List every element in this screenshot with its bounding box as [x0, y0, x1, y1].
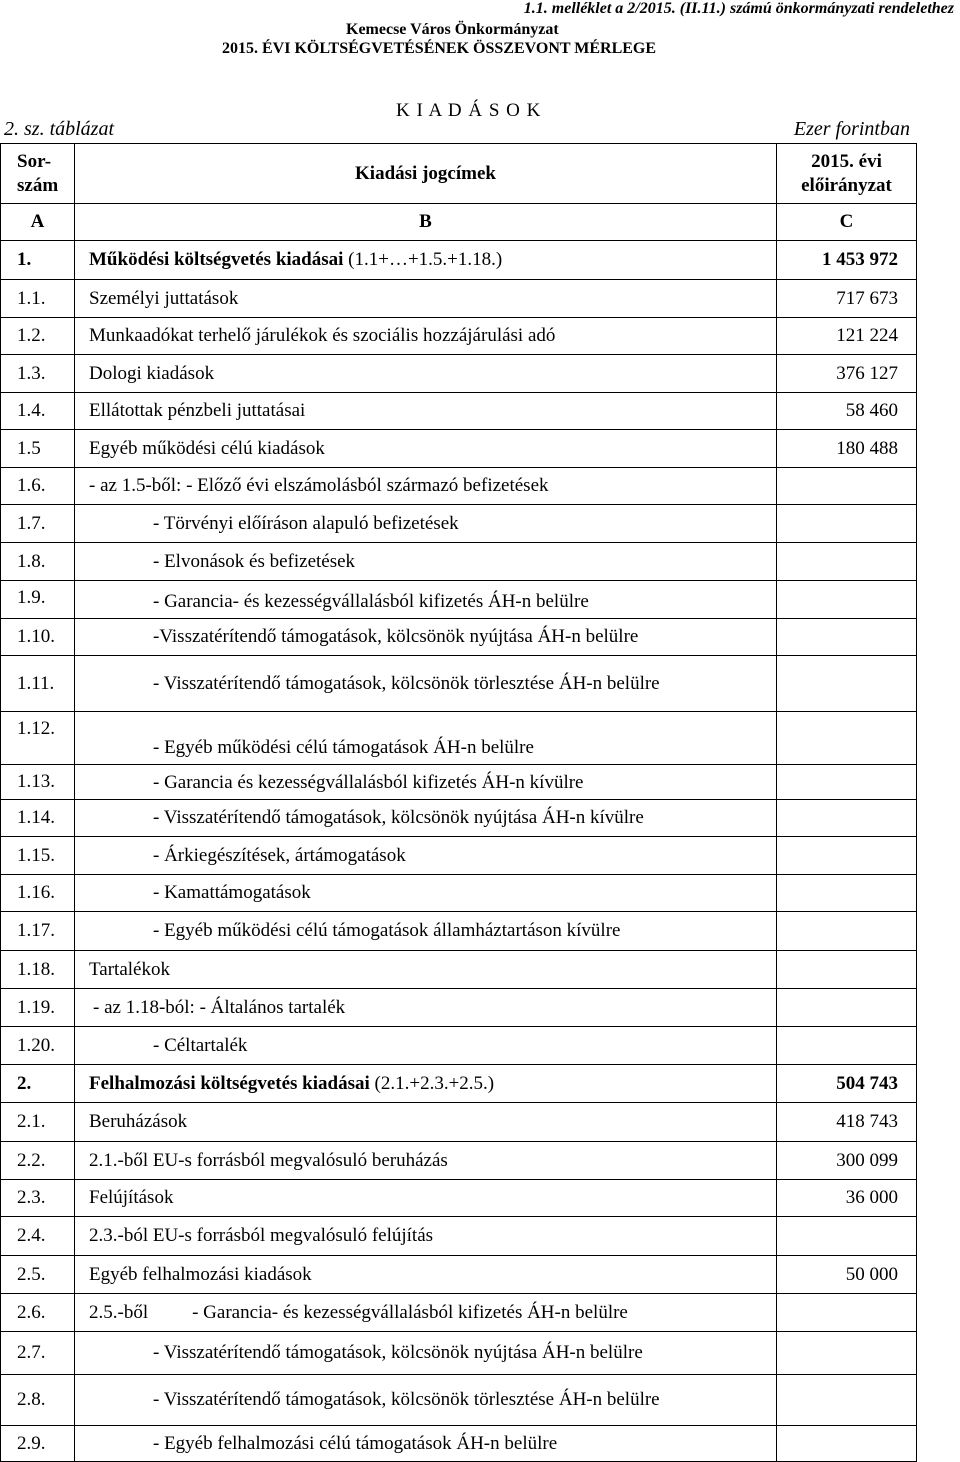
row-amount — [777, 875, 917, 912]
table-row — [1, 1426, 917, 1462]
row-number: 1.11. — [1, 656, 75, 712]
row-amount: 36 000 — [777, 1180, 917, 1217]
table-row — [1, 656, 917, 712]
row-number: 1.15. — [1, 837, 75, 875]
row-label-cell — [75, 505, 777, 543]
row-label: - Egyéb működési célú támogatások államháztartáson kívülre — [153, 920, 621, 941]
table-row — [1, 505, 917, 543]
table-row — [1, 1217, 917, 1256]
table-row — [1, 912, 917, 951]
row-number: 1. — [1, 241, 75, 280]
row-number: 1.4. — [1, 393, 75, 430]
row-number: 2.7. — [1, 1332, 75, 1375]
row-amount: 1 453 972 — [777, 241, 917, 280]
row-label: - Visszatérítendő támogatások, kölcsönök törlesztése ÁH-n belülre — [153, 672, 660, 694]
col-a-header: Sor- szám — [1, 144, 75, 204]
table-row — [1, 765, 917, 800]
row-label: Tartalékok — [89, 958, 170, 980]
table-number: 2. sz. táblázat — [4, 118, 115, 140]
row-amount — [777, 1426, 917, 1462]
row-number: 1.7. — [1, 505, 75, 543]
row-number: 1.19. — [1, 989, 75, 1027]
row-label: - Törvényi előíráson alapuló befizetések — [153, 512, 459, 534]
table-row — [1, 241, 917, 280]
col-b-header: Kiadási jogcímek — [75, 144, 777, 204]
col-a-code: A — [1, 204, 75, 241]
row-amount — [777, 1027, 917, 1065]
row-label: Személyi juttatások — [89, 287, 239, 309]
row-number: 1.20. — [1, 1027, 75, 1065]
row-amount: 717 673 — [777, 280, 917, 318]
row-amount — [777, 1217, 917, 1256]
table-row — [1, 430, 917, 468]
row-label-cell — [75, 1027, 777, 1065]
table-row — [1, 1332, 917, 1375]
row-label-cell — [75, 430, 777, 468]
row-amount — [777, 619, 917, 656]
table-row — [1, 951, 917, 989]
row-number: 2.9. — [1, 1426, 75, 1462]
row-number: 2. — [1, 1065, 75, 1103]
row-label-cell — [75, 241, 777, 280]
col-c-code: C — [777, 204, 917, 241]
row-amount: 418 743 — [777, 1103, 917, 1142]
row-number: 1.5 — [1, 430, 75, 468]
expenditure-table — [0, 143, 917, 1462]
row-label-cell — [75, 951, 777, 989]
row-amount — [777, 989, 917, 1027]
row-label: Egyéb felhalmozási kiadások — [89, 1263, 312, 1285]
row-number: 1.18. — [1, 951, 75, 989]
row-label-cell — [75, 619, 777, 656]
column-header-row — [1, 144, 917, 204]
row-amount — [777, 505, 917, 543]
row-amount — [777, 543, 917, 581]
row-number: 1.10. — [1, 619, 75, 656]
row-number: 1.8. — [1, 543, 75, 581]
row-label: - Visszatérítendő támogatások, kölcsönök törlesztése ÁH-n belülre — [153, 1389, 660, 1410]
row-label: Dologi kiadások — [89, 362, 215, 384]
row-number: 1.12. — [1, 712, 75, 765]
row-label: Felújítások — [89, 1187, 174, 1208]
row-label: - az 1.5-ből: - Előző évi elszámolásból származó befizetések — [89, 475, 549, 496]
row-label: - Egyéb működési célú támogatások ÁH-n belülre — [153, 737, 534, 758]
row-label: Munkaadókat terhelő járulékok és szociális hozzájárulási adó — [89, 325, 556, 346]
row-amount: 180 488 — [777, 430, 917, 468]
row-label-cell — [75, 468, 777, 505]
row-amount: 300 099 — [777, 1142, 917, 1180]
table-row — [1, 1027, 917, 1065]
row-label-cell — [75, 712, 777, 765]
row-number: 1.14. — [1, 800, 75, 837]
row-label: Beruházások — [89, 1111, 188, 1132]
row-label-cell — [75, 355, 777, 393]
row-label: Egyéb működési célú kiadások — [89, 437, 325, 459]
table-row — [1, 800, 917, 837]
row-label-detail: - Garancia- és kezességvállalásból kifizetés ÁH-n belülre — [192, 1301, 628, 1323]
row-amount: 58 460 — [777, 393, 917, 430]
row-label: - Visszatérítendő támogatások, kölcsönök nyújtása ÁH-n belülre — [153, 1342, 643, 1363]
row-label-cell — [75, 989, 777, 1027]
table-row — [1, 1180, 917, 1217]
organization-name: Kemecse Város Önkormányzat — [346, 21, 559, 38]
row-label-cell — [75, 1294, 777, 1332]
table-row — [1, 393, 917, 430]
col-b-code: B — [75, 204, 777, 241]
row-label-cell — [75, 1180, 777, 1217]
row-amount: 376 127 — [777, 355, 917, 393]
row-number: 1.6. — [1, 468, 75, 505]
row-label-cell — [75, 318, 777, 355]
table-row — [1, 1256, 917, 1294]
row-label-cell — [75, 1142, 777, 1180]
row-amount: 121 224 — [777, 318, 917, 355]
row-number: 2.2. — [1, 1142, 75, 1180]
row-number: 2.3. — [1, 1180, 75, 1217]
row-label-cell — [75, 1065, 777, 1103]
row-label: - Árkiegészítések, ártámogatások — [153, 844, 406, 866]
row-number: 2.5. — [1, 1256, 75, 1294]
table-row — [1, 543, 917, 581]
row-amount — [777, 1375, 917, 1426]
table-row — [1, 619, 917, 656]
unit-label: Ezer forintban — [793, 118, 910, 140]
row-number: 2.6. — [1, 1294, 75, 1332]
col-c-header: 2015. évi előirányzat — [777, 144, 917, 204]
row-label-cell — [75, 837, 777, 875]
section-title: K I A D Á S O K — [396, 100, 542, 121]
table-row — [1, 989, 917, 1027]
table-row — [1, 1142, 917, 1180]
row-amount — [777, 951, 917, 989]
row-label-cell — [75, 1256, 777, 1294]
row-amount — [777, 656, 917, 712]
table-row — [1, 837, 917, 875]
row-label: - Garancia- és kezességvállalásból kifizetés ÁH-n belülre — [153, 591, 589, 612]
row-label: -Visszatérítendő támogatások, kölcsönök nyújtása ÁH-n belülre — [153, 626, 639, 647]
row-number: 1.16. — [1, 875, 75, 912]
table-row — [1, 1294, 917, 1332]
row-number: 2.4. — [1, 1217, 75, 1256]
row-label-cell — [75, 1375, 777, 1426]
row-amount — [777, 1294, 917, 1332]
row-label: Ellátottak pénzbeli juttatásai — [89, 400, 306, 421]
row-label: 2.1.-ből EU-s forrásból megvalósuló beruházás — [89, 1149, 448, 1171]
row-label-cell — [75, 393, 777, 430]
row-label: - Kamattámogatások — [153, 882, 311, 903]
row-label: - Céltartalék — [153, 1034, 248, 1056]
row-number: 2.1. — [1, 1103, 75, 1142]
row-label-cell — [75, 765, 777, 800]
row-label-cell — [75, 1103, 777, 1142]
row-amount: 50 000 — [777, 1256, 917, 1294]
row-label-cell — [75, 912, 777, 951]
row-amount — [777, 912, 917, 951]
row-label-cell — [75, 581, 777, 619]
table-row — [1, 280, 917, 318]
row-number: 1.17. — [1, 912, 75, 951]
row-formula-note: (1.1+…+1.5.+1.18.) — [343, 249, 503, 270]
table-row — [1, 1375, 917, 1426]
table-row — [1, 1065, 917, 1103]
row-number: 1.3. — [1, 355, 75, 393]
row-label: Működési költségvetés kiadásai — [89, 249, 344, 270]
row-label: 2.5.-ből — [89, 1301, 149, 1323]
row-amount: 504 743 — [777, 1065, 917, 1103]
row-label-cell — [75, 800, 777, 837]
table-row — [1, 468, 917, 505]
row-label-cell — [75, 1332, 777, 1375]
row-number: 1.9. — [1, 581, 75, 619]
table-row — [1, 581, 917, 619]
document-title: 2015. ÉVI KÖLTSÉGVETÉSÉNEK ÖSSZEVONT MÉRLEGE — [222, 40, 657, 57]
column-code-row — [1, 204, 917, 241]
row-label-cell — [75, 280, 777, 318]
row-amount — [777, 1332, 917, 1375]
row-number: 1.1. — [1, 280, 75, 318]
row-label-cell — [75, 1217, 777, 1256]
row-amount — [777, 837, 917, 875]
row-label-cell — [75, 875, 777, 912]
row-amount — [777, 581, 917, 619]
row-number: 1.13. — [1, 765, 75, 800]
table-row — [1, 875, 917, 912]
row-label: - Egyéb felhalmozási célú támogatások ÁH-n belülre — [153, 1432, 558, 1454]
row-label-cell — [75, 656, 777, 712]
row-label: - az 1.18-ból: - Általános tartalék — [93, 996, 346, 1018]
table-row — [1, 1103, 917, 1142]
row-formula-note: (2.1.+2.3.+2.5.) — [369, 1072, 495, 1094]
row-amount — [777, 712, 917, 765]
row-label: Felhalmozási költségvetés kiadásai — [89, 1072, 370, 1094]
row-label: - Visszatérítendő támogatások, kölcsönök nyújtása ÁH-n kívülre — [153, 807, 644, 828]
row-number: 2.8. — [1, 1375, 75, 1426]
table-row — [1, 355, 917, 393]
row-number: 1.2. — [1, 318, 75, 355]
table-row — [1, 712, 917, 765]
row-amount — [777, 468, 917, 505]
table-row — [1, 318, 917, 355]
row-label: - Elvonások és befizetések — [153, 550, 356, 572]
row-label-cell — [75, 543, 777, 581]
annex-reference: 1.1. melléklet a 2/2015. (II.11.) számú önkormányzati rendelethez — [523, 0, 954, 17]
row-amount — [777, 765, 917, 800]
row-label: - Garancia és kezességvállalásból kifizetés ÁH-n kívülre — [153, 772, 584, 793]
row-amount — [777, 800, 917, 837]
row-label-cell — [75, 1426, 777, 1462]
row-label: 2.3.-ból EU-s forrásból megvalósuló felújítás — [89, 1225, 434, 1246]
